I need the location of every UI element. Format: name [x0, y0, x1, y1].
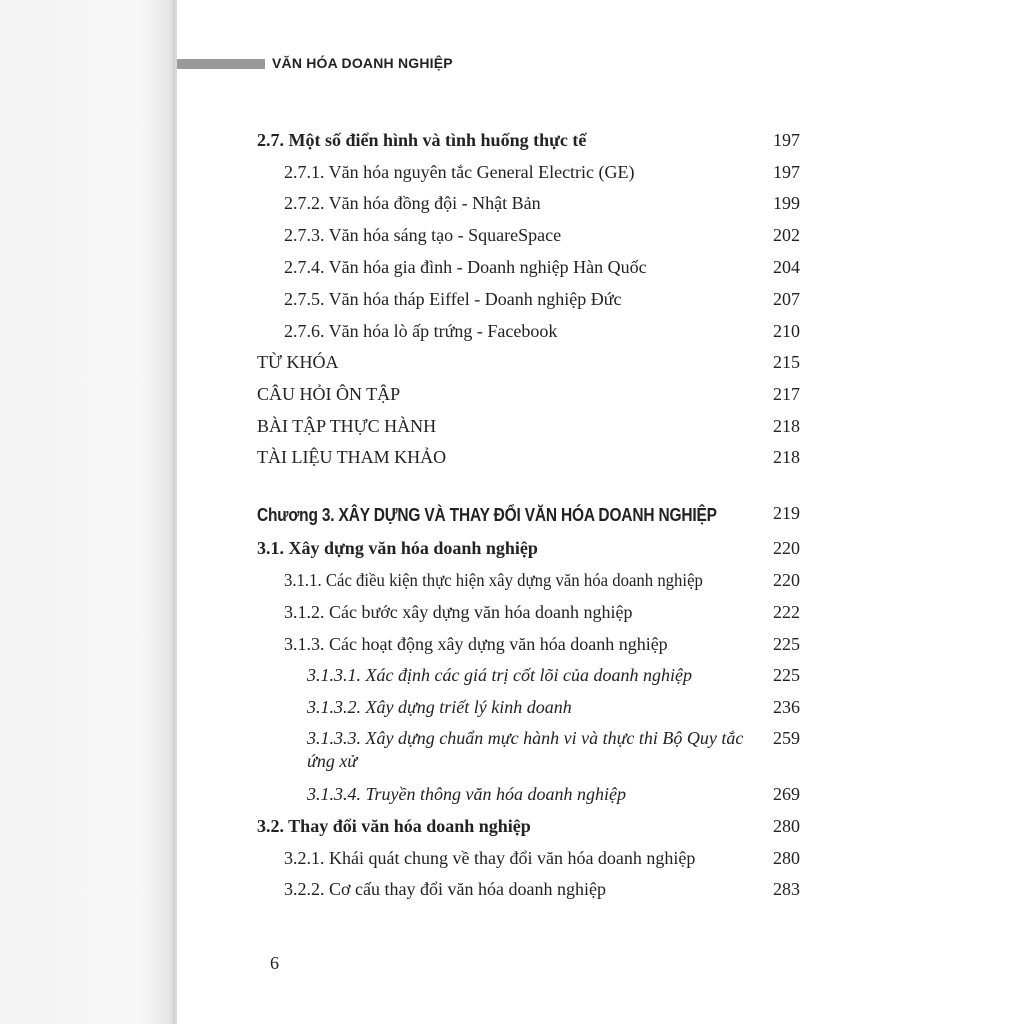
toc-entry-page: 280	[773, 816, 800, 836]
toc-entry-title: 3.1. Xây dựng văn hóa doanh nghiệp	[257, 538, 538, 558]
toc-entry-title: 3.1.2. Các bước xây dựng văn hóa doanh nghiệp	[284, 602, 633, 622]
toc-entry-title: 3.1.3. Các hoạt động xây dựng văn hóa doanh nghiệp	[284, 634, 668, 654]
running-header-title: VĂN HÓA DOANH NGHIỆP	[272, 55, 453, 71]
toc-entry-page: 225	[773, 634, 800, 654]
toc-entry-title: CÂU HỎI ÔN TẬP	[257, 384, 401, 404]
toc-entry-page: 218	[773, 416, 800, 436]
toc-entry-page: 220	[773, 538, 800, 558]
toc-entry-page: 207	[773, 289, 800, 309]
page-number: 6	[270, 953, 279, 973]
toc-entry-page: 204	[773, 257, 800, 277]
toc-entry-page: 269	[773, 784, 800, 804]
toc-entry-title: 2.7. Một số điển hình và tình huống thực tế	[257, 130, 587, 150]
toc-entry-page: 218	[773, 447, 800, 467]
toc-entry-title: 3.1.3.3. Xây dựng chuẩn mực hành vi và thực thi Bộ Quy tắc ứng xử	[307, 728, 744, 771]
toc-entry-title: TỪ KHÓA	[257, 352, 339, 372]
toc-entry-title: 3.2.2. Cơ cấu thay đổi văn hóa doanh nghiệp	[284, 879, 606, 899]
toc-entry-title: 2.7.5. Văn hóa tháp Eiffel - Doanh nghiệp Đức	[284, 289, 622, 309]
toc-entry-title: BÀI TẬP THỰC HÀNH	[257, 416, 437, 436]
toc-entry-page: 236	[773, 697, 800, 717]
toc-entry-title: 3.1.1. Các điều kiện thực hiện xây dựng văn hóa doanh nghiệp	[284, 570, 703, 590]
page-edge	[175, 0, 177, 1024]
toc-entry-title: 2.7.1. Văn hóa nguyên tắc General Electric (GE)	[284, 162, 635, 182]
toc-entry-page: 222	[773, 602, 800, 622]
toc-entry-title: 3.1.3.2. Xây dựng triết lý kinh doanh	[307, 697, 572, 717]
toc-entry-title: 3.1.3.4. Truyền thông văn hóa doanh nghiệp	[307, 784, 626, 804]
toc-entry-page: 225	[773, 665, 800, 685]
toc-entry-page: 220	[773, 570, 800, 590]
toc-entry-title: 2.7.6. Văn hóa lò ấp trứng - Facebook	[284, 321, 558, 341]
toc-entry-title: 3.1.3.1. Xác định các giá trị cốt lõi của doanh nghiệp	[307, 665, 692, 685]
toc-entry-title: 2.7.4. Văn hóa gia đình - Doanh nghiệp Hàn Quốc	[284, 257, 647, 277]
toc-entry-page: 259	[773, 728, 800, 748]
toc-entry-page: 215	[773, 352, 800, 372]
toc-entry-title: Chương 3. XÂY DỰNG VÀ THAY ĐỔI VĂN HÓA DOANH NGHIỆP	[257, 505, 717, 525]
toc-entry-page: 217	[773, 384, 800, 404]
toc-entry-page: 283	[773, 879, 800, 899]
toc-entry-page: 219	[773, 503, 800, 523]
toc-entry-page: 202	[773, 225, 800, 245]
toc-entry-page: 197	[773, 162, 800, 182]
header-bar-decoration	[177, 59, 265, 69]
toc-entry-title: 2.7.2. Văn hóa đồng đội - Nhật Bản	[284, 193, 541, 213]
page-gutter	[0, 0, 175, 1024]
toc-entry-page: 199	[773, 193, 800, 213]
toc-entry-page: 280	[773, 848, 800, 868]
toc-entry-title: TÀI LIỆU THAM KHẢO	[257, 447, 447, 467]
toc-entry-title: 3.2.1. Khái quát chung về thay đổi văn hóa doanh nghiệp	[284, 848, 696, 868]
toc-entry-title: 3.2. Thay đổi văn hóa doanh nghiệp	[257, 816, 531, 836]
toc-entry-page: 197	[773, 130, 800, 150]
toc-entry-page: 210	[773, 321, 800, 341]
toc-entry-title: 2.7.3. Văn hóa sáng tạo - SquareSpace	[284, 225, 562, 245]
